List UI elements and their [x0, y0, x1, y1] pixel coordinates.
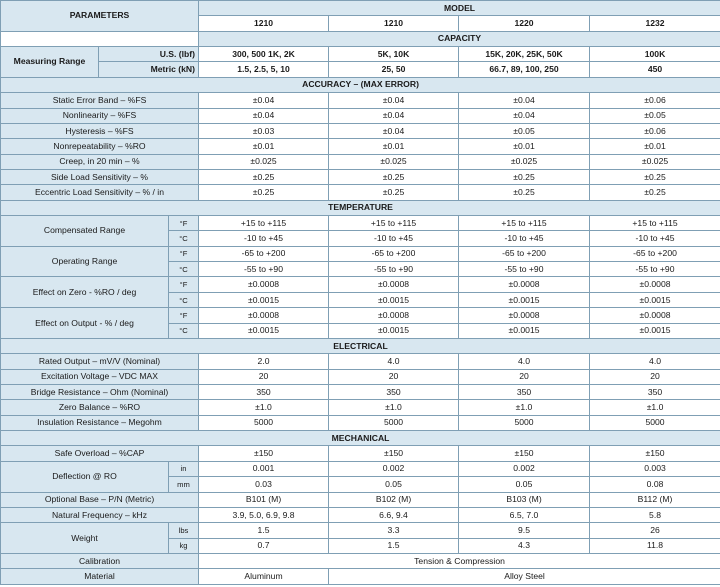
- value-cell: 350: [329, 384, 459, 399]
- mechanical-row: [1, 446, 720, 461]
- value-cell: -10 to +45: [590, 231, 720, 246]
- value-cell: 3.3: [329, 523, 459, 538]
- electrical-row: [1, 400, 720, 415]
- value-cell: ±0.04: [329, 93, 459, 108]
- accuracy-row: [1, 123, 720, 138]
- electrical-section-row: [1, 338, 720, 353]
- value-cell: 4.0: [590, 354, 720, 369]
- accuracy-section-row: [1, 77, 720, 92]
- mechanical-section-row: [1, 431, 720, 446]
- mechanical-row: [1, 507, 720, 522]
- value-cell: B101 (M): [199, 492, 329, 507]
- metric-value: 25, 50: [329, 62, 459, 77]
- mechanical-row: [1, 492, 720, 507]
- unit-cell: in: [169, 461, 199, 476]
- value-cell: 1.5: [199, 523, 329, 538]
- value-cell: -65 to +200: [199, 246, 329, 261]
- value-cell: ±0.0015: [329, 323, 459, 338]
- value-cell: -10 to +45: [459, 231, 590, 246]
- measuring-range-metric-row: [1, 62, 720, 77]
- row-label: Safe Overload – %CAP: [1, 446, 199, 461]
- row-label: Hysteresis – %FS: [1, 123, 199, 138]
- value-cell: 5000: [199, 415, 329, 430]
- value-cell: ±0.025: [590, 154, 720, 169]
- us-value: 100K: [590, 47, 720, 62]
- value-cell: 4.0: [329, 354, 459, 369]
- value-cell: -55 to +90: [199, 262, 329, 277]
- value-cell: 0.003: [590, 461, 720, 476]
- value-cell: ±0.025: [459, 154, 590, 169]
- value-cell: -65 to +200: [590, 246, 720, 261]
- unit-cell: kg: [169, 538, 199, 553]
- value-cell: ±0.01: [459, 139, 590, 154]
- value-cell: ±0.025: [329, 154, 459, 169]
- model-number: 1220: [459, 16, 590, 31]
- value-cell: ±0.25: [459, 185, 590, 200]
- parameters-heading: PARAMETERS: [1, 1, 199, 32]
- material-value: Alloy Steel: [329, 569, 720, 584]
- value-cell: ±0.25: [590, 169, 720, 184]
- value-cell: -65 to +200: [329, 246, 459, 261]
- value-cell: ±0.0015: [199, 323, 329, 338]
- mechanical-row: [1, 523, 720, 538]
- value-cell: +15 to +115: [590, 216, 720, 231]
- value-cell: 0.7: [199, 538, 329, 553]
- value-cell: ±150: [459, 446, 590, 461]
- value-cell: ±0.25: [199, 169, 329, 184]
- value-cell: ±0.01: [199, 139, 329, 154]
- value-cell: -55 to +90: [590, 262, 720, 277]
- value-cell: B112 (M): [590, 492, 720, 507]
- capacity-heading: CAPACITY: [199, 31, 720, 46]
- value-cell: 6.6, 9.4: [329, 507, 459, 522]
- value-cell: 11.8: [590, 538, 720, 553]
- unit-cell: °F: [169, 216, 199, 231]
- mechanical-row: [1, 569, 720, 584]
- unit-cell: mm: [169, 477, 199, 492]
- value-cell: B102 (M): [329, 492, 459, 507]
- header-row-capacity: [1, 31, 720, 46]
- row-label: Nonlinearity – %FS: [1, 108, 199, 123]
- value-cell: 3.9, 5.0, 6.9, 9.8: [199, 507, 329, 522]
- value-cell: ±0.0008: [329, 308, 459, 323]
- value-cell: B103 (M): [459, 492, 590, 507]
- value-cell: ±1.0: [590, 400, 720, 415]
- row-label: Compensated Range: [1, 216, 169, 247]
- value-cell: ±0.0015: [459, 323, 590, 338]
- value-cell: ±0.03: [199, 123, 329, 138]
- value-cell: ±0.04: [199, 93, 329, 108]
- value-cell: ±0.04: [199, 108, 329, 123]
- unit-cell: °F: [169, 277, 199, 292]
- value-cell: -55 to +90: [459, 262, 590, 277]
- row-label: Effect on Zero - %RO / deg: [1, 277, 169, 308]
- value-cell: 5.8: [590, 507, 720, 522]
- row-label: Zero Balance – %RO: [1, 400, 199, 415]
- value-cell: ±0.0008: [459, 277, 590, 292]
- value-cell: ±0.0008: [590, 277, 720, 292]
- value-cell: 20: [590, 369, 720, 384]
- mechanical-row: [1, 553, 720, 568]
- row-label: Natural Frequency – kHz: [1, 507, 199, 522]
- unit-cell: °F: [169, 246, 199, 261]
- row-label: Deflection @ RO: [1, 461, 169, 492]
- value-cell: 0.05: [459, 477, 590, 492]
- value-cell: ±1.0: [329, 400, 459, 415]
- header-row-model: [1, 1, 720, 16]
- row-label: Weight: [1, 523, 169, 554]
- electrical-row: [1, 384, 720, 399]
- row-label: Optional Base – P/N (Metric): [1, 492, 199, 507]
- metric-value: 66.7, 89, 100, 250: [459, 62, 590, 77]
- measuring-range-us-row: [1, 47, 720, 62]
- value-cell: ±0.04: [459, 108, 590, 123]
- model-number: 1210: [199, 16, 329, 31]
- value-cell: ±0.0015: [329, 292, 459, 307]
- us-unit-label: U.S. (lbf): [99, 47, 199, 62]
- value-cell: ±0.25: [329, 185, 459, 200]
- unit-cell: °C: [169, 262, 199, 277]
- accuracy-row: [1, 169, 720, 184]
- value-cell: -10 to +45: [199, 231, 329, 246]
- metric-value: 1.5, 2.5, 5, 10: [199, 62, 329, 77]
- blank-cell: [1, 31, 199, 46]
- value-cell: ±0.0015: [199, 292, 329, 307]
- value-cell: ±150: [329, 446, 459, 461]
- value-cell: 350: [199, 384, 329, 399]
- value-cell: 1.5: [329, 538, 459, 553]
- value-cell: 0.08: [590, 477, 720, 492]
- electrical-section-heading: ELECTRICAL: [1, 338, 720, 353]
- value-cell: ±150: [199, 446, 329, 461]
- value-cell: 4.0: [459, 354, 590, 369]
- value-cell: ±0.0015: [590, 323, 720, 338]
- temperature-section-row: [1, 200, 720, 215]
- value-cell: ±0.0008: [459, 308, 590, 323]
- unit-cell: °F: [169, 308, 199, 323]
- temperature-row: [1, 277, 720, 292]
- value-cell: +15 to +115: [459, 216, 590, 231]
- value-cell: ±0.04: [329, 123, 459, 138]
- temperature-row: [1, 246, 720, 261]
- accuracy-row: [1, 108, 720, 123]
- value-cell: ±0.25: [459, 169, 590, 184]
- row-label: Side Load Sensitivity – %: [1, 169, 199, 184]
- unit-cell: °C: [169, 323, 199, 338]
- value-cell: ±150: [590, 446, 720, 461]
- electrical-row: [1, 415, 720, 430]
- value-cell: 20: [459, 369, 590, 384]
- value-cell: ±0.0008: [199, 277, 329, 292]
- calibration-value: Tension & Compression: [199, 553, 720, 568]
- unit-cell: lbs: [169, 523, 199, 538]
- unit-cell: °C: [169, 231, 199, 246]
- value-cell: ±0.01: [590, 139, 720, 154]
- row-label: Nonrepeatability – %RO: [1, 139, 199, 154]
- row-label: Material: [1, 569, 199, 584]
- mechanical-section-heading: MECHANICAL: [1, 431, 720, 446]
- value-cell: 0.05: [329, 477, 459, 492]
- value-cell: 0.002: [459, 461, 590, 476]
- accuracy-row: [1, 139, 720, 154]
- value-cell: 4.3: [459, 538, 590, 553]
- row-label: Bridge Resistance – Ohm (Nominal): [1, 384, 199, 399]
- value-cell: ±0.0008: [199, 308, 329, 323]
- value-cell: 9.5: [459, 523, 590, 538]
- value-cell: 5000: [459, 415, 590, 430]
- model-number: 1232: [590, 16, 720, 31]
- value-cell: ±0.06: [590, 93, 720, 108]
- value-cell: ±0.25: [329, 169, 459, 184]
- value-cell: 350: [459, 384, 590, 399]
- metric-value: 450: [590, 62, 720, 77]
- value-cell: ±0.04: [459, 93, 590, 108]
- value-cell: -10 to +45: [329, 231, 459, 246]
- value-cell: ±0.0008: [590, 308, 720, 323]
- value-cell: ±0.025: [199, 154, 329, 169]
- row-label: Creep, in 20 min – %: [1, 154, 199, 169]
- accuracy-row: [1, 93, 720, 108]
- value-cell: ±0.05: [459, 123, 590, 138]
- row-label: Static Error Band – %FS: [1, 93, 199, 108]
- value-cell: ±0.04: [329, 108, 459, 123]
- temperature-section-heading: TEMPERATURE: [1, 200, 720, 215]
- value-cell: 2.0: [199, 354, 329, 369]
- value-cell: ±0.0015: [459, 292, 590, 307]
- temperature-row: [1, 216, 720, 231]
- value-cell: ±0.0015: [590, 292, 720, 307]
- value-cell: 20: [329, 369, 459, 384]
- value-cell: ±0.01: [329, 139, 459, 154]
- unit-cell: °C: [169, 292, 199, 307]
- us-value: 15K, 20K, 25K, 50K: [459, 47, 590, 62]
- temperature-row: [1, 308, 720, 323]
- value-cell: 0.03: [199, 477, 329, 492]
- value-cell: 6.5, 7.0: [459, 507, 590, 522]
- value-cell: 20: [199, 369, 329, 384]
- value-cell: 26: [590, 523, 720, 538]
- metric-unit-label: Metric (kN): [99, 62, 199, 77]
- value-cell: ±1.0: [459, 400, 590, 415]
- value-cell: ±0.25: [590, 185, 720, 200]
- row-label: Eccentric Load Sensitivity – % / in: [1, 185, 199, 200]
- value-cell: ±0.05: [590, 108, 720, 123]
- model-heading: MODEL: [199, 1, 720, 16]
- value-cell: +15 to +115: [199, 216, 329, 231]
- accuracy-section-heading: ACCURACY – (MAX ERROR): [1, 77, 720, 92]
- material-value: Aluminum: [199, 569, 329, 584]
- row-label: Calibration: [1, 553, 199, 568]
- accuracy-row: [1, 154, 720, 169]
- value-cell: 5000: [329, 415, 459, 430]
- accuracy-row: [1, 185, 720, 200]
- value-cell: -55 to +90: [329, 262, 459, 277]
- row-label: Operating Range: [1, 246, 169, 277]
- row-label: Rated Output – mV/V (Nominal): [1, 354, 199, 369]
- value-cell: 0.002: [329, 461, 459, 476]
- value-cell: ±0.06: [590, 123, 720, 138]
- value-cell: -65 to +200: [459, 246, 590, 261]
- measuring-range-label: Measuring Range: [1, 47, 99, 78]
- electrical-row: [1, 369, 720, 384]
- row-label: Insulation Resistance – Megohm: [1, 415, 199, 430]
- us-value: 5K, 10K: [329, 47, 459, 62]
- value-cell: 350: [590, 384, 720, 399]
- value-cell: 0.001: [199, 461, 329, 476]
- us-value: 300, 500 1K, 2K: [199, 47, 329, 62]
- value-cell: ±0.25: [199, 185, 329, 200]
- row-label: Effect on Output - % / deg: [1, 308, 169, 339]
- row-label: Excitation Voltage – VDC MAX: [1, 369, 199, 384]
- value-cell: +15 to +115: [329, 216, 459, 231]
- model-number: 1210: [329, 16, 459, 31]
- value-cell: ±1.0: [199, 400, 329, 415]
- electrical-row: [1, 354, 720, 369]
- value-cell: ±0.0008: [329, 277, 459, 292]
- value-cell: 5000: [590, 415, 720, 430]
- mechanical-row: [1, 461, 720, 476]
